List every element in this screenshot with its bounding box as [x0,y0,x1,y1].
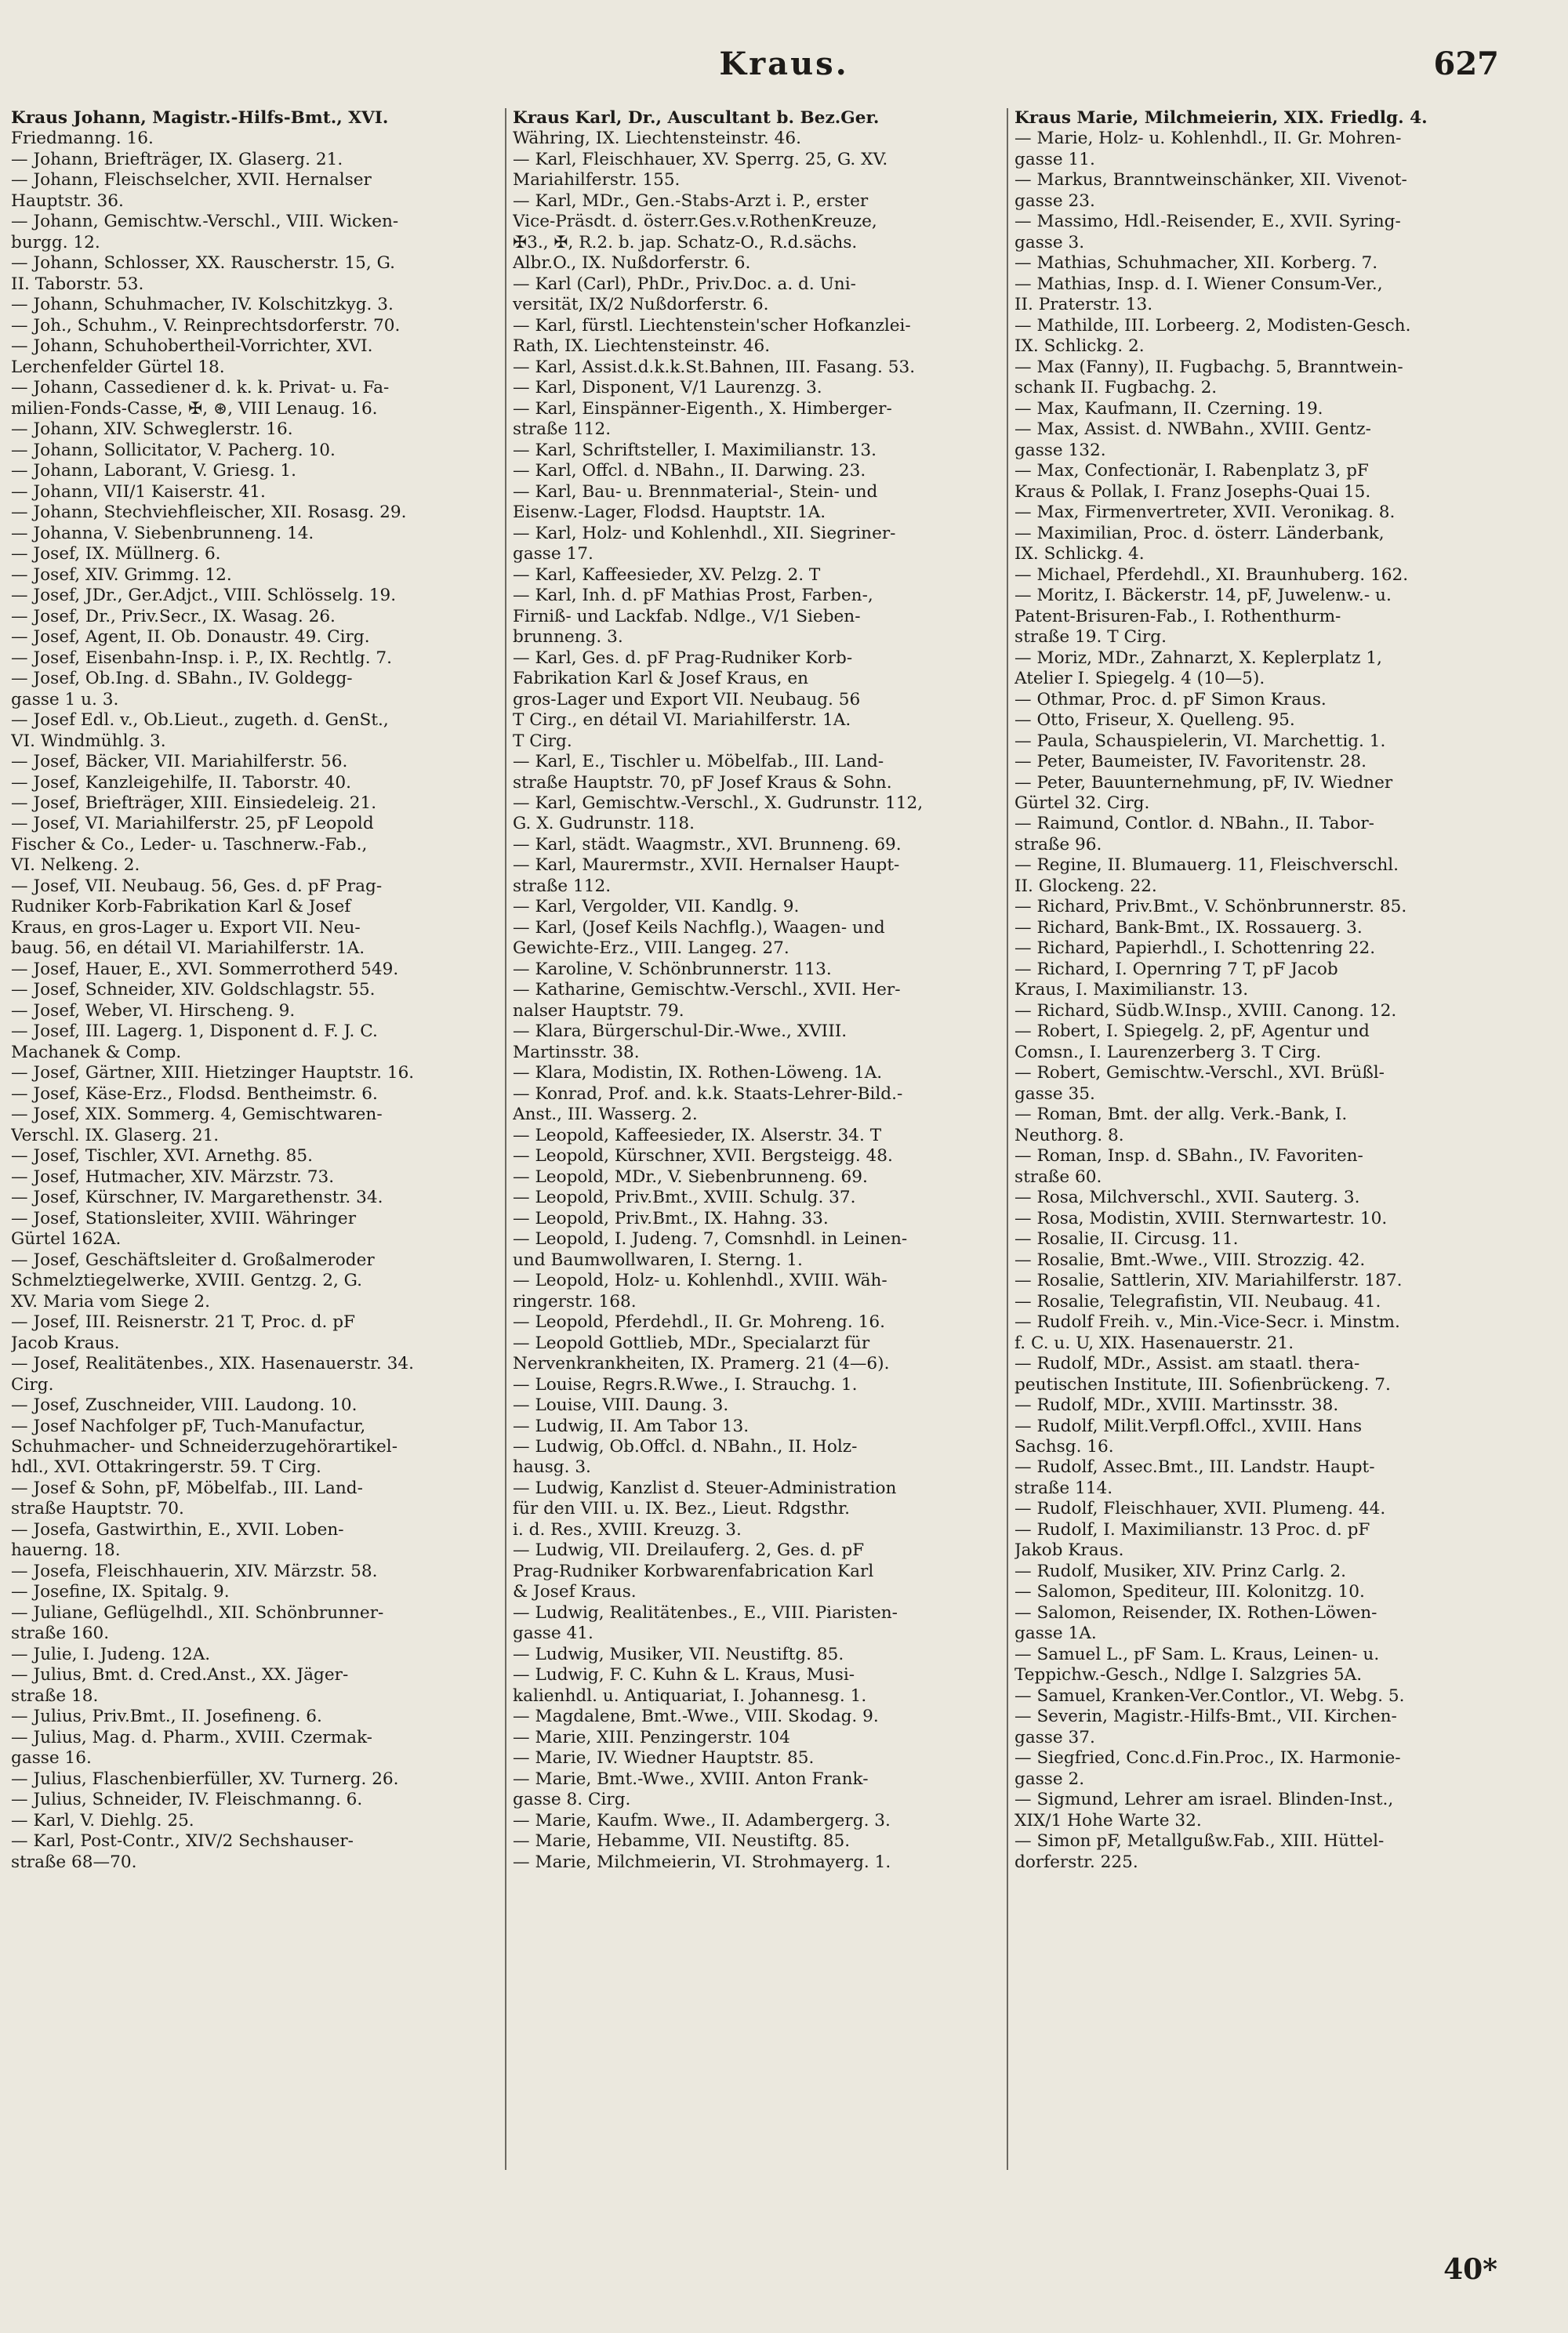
directory-entry-line: — Marie, Milchmeierin, VI. Strohmayerg. 1. [513,1852,891,1872]
column-middle [513,108,1007,2225]
directory-entry-line: — Johann, Schuhobertheil-Vorrichter, XVI. [11,336,373,357]
directory-entry-line: dorferstr. 225. [1014,1852,1138,1872]
directory-entry-line: — Richard, Bank-Bmt., IX. Rossauerg. 3. [1014,917,1363,938]
directory-entry-line: — Johanna, V. Siebenbrunneng. 14. [11,523,314,543]
directory-entry-line: — Karl, E., Tischler u. Möbelfab., III. Land- [513,752,884,772]
directory-entry-line: Eisenw.-Lager, Flodsd. Hauptstr. 1A. [513,503,826,523]
directory-entry-line: — Magdalene, Bmt.-Wwe., VIII. Skodag. 9. [513,1707,879,1727]
directory-entry-line: Schuhmacher- und Schneiderzugehörartikel- [11,1437,397,1457]
directory-entry-line: Albr.O., IX. Nußdorferstr. 6. [513,253,751,274]
directory-entry-line: — Josef & Sohn, pF, Möbelfab., III. Land- [11,1478,363,1498]
directory-entry-line: — Karl (Carl), PhDr., Priv.Doc. a. d. Uni- [513,274,856,294]
directory-entry-line: — Richard, Südb.W.Insp., XVIII. Canong. 12. [1014,1000,1397,1021]
directory-entry-line: — Josef, VII. Neubaug. 56, Ges. d. pF Prag- [11,876,383,896]
directory-entry-line: Machanek & Comp. [11,1042,182,1062]
directory-entry-line: II. Praterstr. 13. [1014,295,1153,315]
directory-entry-line: — Johann, Briefträger, IX. Glaserg. 21. [11,149,343,169]
directory-entry-line: Vice-Präsdt. d. österr.Ges.v.RothenKreuze, [513,212,877,232]
directory-entry-line: hdl., XVI. Ottakringerstr. 59. T Cirg. [11,1457,321,1478]
directory-entry-line: XIX/1 Hohe Warte 32. [1014,1810,1202,1830]
directory-entry-line: — Josef, III. Reisnerstr. 21 T, Proc. d. pF [11,1312,356,1333]
directory-entry-line: — Karl, Kaffeesieder, XV. Pelzg. 2. T [513,564,821,585]
directory-entry-line: — Julius, Priv.Bmt., II. Josefineng. 6. [11,1707,322,1727]
directory-entry-line: gros-Lager und Export VII. Neubaug. 56 [513,689,861,709]
directory-entry-line: — Siegfried, Conc.d.Fin.Proc., IX. Harmonie- [1014,1748,1401,1769]
directory-entry-line: — Michael, Pferdehdl., XI. Braunhuberg. 162. [1014,564,1409,585]
directory-entry-line: & Josef Kraus. [513,1582,637,1602]
directory-entry-line: — Rudolf, Fleischhauer, XVII. Plumeng. 44. [1014,1499,1386,1519]
directory-entry-line: gasse 2. [1014,1769,1085,1789]
directory-entry-line: — Leopold, Pferdehdl., II. Gr. Mohreng. 16. [513,1312,885,1333]
directory-entry-line: gasse 37. [1014,1727,1095,1747]
directory-entry-line: — Peter, Bauunternehmung, pF, IV. Wiedner [1014,772,1393,793]
directory-entry-line: — Katharine, Gemischtw.-Verschl., XVII. Her- [513,980,901,1000]
directory-entry-line: — Johann, Fleischselcher, XVII. Hernalser [11,170,372,190]
directory-entry-line: — Johann, Laborant, V. Griesg. 1. [11,461,297,481]
directory-entry-line: — Josef Edl. v., Ob.Lieut., zugeth. d. GenSt., [11,710,389,731]
directory-entry-line: — Josef, Weber, VI. Hirscheng. 9. [11,1000,296,1021]
directory-entry-line: ✠3., ✠, R.2. b. jap. Schatz-O., R.d.sächs. [513,232,858,252]
directory-entry-line: f. C. u. U, XIX. Hasenauerstr. 21. [1014,1333,1294,1353]
directory-entry-line: — Massimo, Hdl.-Reisender, E., XVII. Syring- [1014,212,1401,232]
directory-entry-line: hausg. 3. [513,1457,591,1478]
directory-entry-line: Atelier I. Spiegelg. 4 (10—5). [1014,669,1265,689]
directory-entry-line: kalienhdl. u. Antiquariat, I. Johannesg. 1. [513,1685,867,1706]
directory-entry-line: T Cirg., en détail VI. Mariahilferstr. 1A. [513,710,851,731]
directory-entry-line: — Richard, I. Opernring 7 T, pF Jacob [1014,959,1338,979]
directory-entry-line: Kraus & Pollak, I. Franz Josephs-Quai 15. [1014,481,1371,502]
directory-entry-line: Nervenkrankheiten, IX. Pramerg. 21 (4—6). [513,1354,890,1374]
directory-entry-line: Jacob Kraus. [11,1333,120,1353]
directory-entry-line: — Johann, VII/1 Kaiserstr. 41. [11,481,266,502]
directory-entry-line: — Severin, Magistr.-Hilfs-Bmt., VII. Kirchen- [1014,1707,1397,1727]
directory-entry-line: — Karl, Ges. d. pF Prag-Rudniker Korb- [513,648,853,668]
directory-entry-line: — Salomon, Reisender, IX. Rothen-Löwen- [1014,1602,1377,1623]
directory-entry-line: straße 19. T Cirg. [1014,627,1167,648]
directory-entry-line: straße Hauptstr. 70, pF Josef Kraus & Sohn. [513,772,892,793]
directory-entry-line: — Leopold Gottlieb, MDr., Specialarzt für [513,1333,870,1353]
directory-entry-line: — Max (Fanny), II. Fugbachg. 5, Branntwein- [1014,357,1403,377]
directory-entry-line: — Josef, Zuschneider, VIII. Laudong. 10. [11,1395,358,1416]
column-left [11,108,505,2225]
directory-entry-line: gasse 3. [1014,232,1085,252]
directory-entry-line: — Marie, Bmt.-Wwe., XVIII. Anton Frank- [513,1769,869,1789]
directory-entry-line: burgg. 12. [11,232,100,252]
signature-mark: 40* [1443,2253,1497,2286]
directory-entry-line: VI. Nelkeng. 2. [11,855,140,876]
directory-entry-line: — Rudolf, Milit.Verpfl.Offcl., XVIII. Hans [1014,1416,1363,1436]
directory-entry-line: — Marie, XIII. Penzingerstr. 104 [513,1727,790,1747]
directory-entry-line: — Samuel, Kranken-Ver.Contlor., VI. Webg. 5. [1014,1685,1405,1706]
directory-entry-line: straße 18. [11,1685,99,1706]
directory-entry-line: Jakob Kraus. [1014,1540,1124,1561]
directory-entry-line: gasse 1A. [1014,1624,1097,1644]
directory-entry-line: — Max, Assist. d. NWBahn., XVIII. Gentz- [1014,419,1371,440]
directory-entry-line: — Karl, Gemischtw.-Verschl., X. Gudrunstr. 112, [513,793,924,813]
directory-entry-line: — Rudolf, Musiker, XIV. Prinz Carlg. 2. [1014,1561,1346,1581]
directory-entry-line: — Moritz, I. Bäckerstr. 14, pF, Juwelenw.- u. [1014,586,1392,606]
directory-entry-line: — Rudolf Freih. v., Min.-Vice-Secr. i. Minstm. [1014,1312,1400,1333]
directory-entry-line: XV. Maria vom Siege 2. [11,1291,210,1312]
directory-entry-line: peutischen Institute, III. Sofienbrückeng. 7. [1014,1374,1391,1395]
directory-entry-line: für den VIII. u. IX. Bez., Lieut. Rdgsthr. [513,1499,850,1519]
directory-entry-line: — Richard, Papierhdl., I. Schottenring 22. [1014,938,1376,959]
directory-entry-line: — Johann, XIV. Schweglerstr. 16. [11,419,293,440]
directory-entry-line: — Ludwig, Kanzlist d. Steuer-Administration [513,1478,897,1498]
directory-entry-line: gasse 35. [1014,1083,1095,1104]
directory-entry-line: — Rudolf, Assec.Bmt., III. Landstr. Haupt- [1014,1457,1375,1478]
directory-entry-line: Kraus Karl, Dr., Auscultant b. Bez.Ger. [513,108,880,128]
directory-entry-line: gasse 17. [513,544,593,564]
directory-entry-line: Verschl. IX. Glaserg. 21. [11,1125,220,1145]
directory-entry-line: — Leopold, I. Judeng. 7, Comsnhdl. in Leinen- [513,1229,908,1250]
directory-entry-line: — Leopold, Kürschner, XVII. Bergsteigg. 48. [513,1146,893,1166]
directory-entry-line: — Juliane, Geflügelhdl., XII. Schönbrunner- [11,1602,384,1623]
directory-entry-line: Rudniker Korb-Fabrikation Karl & Josef [11,897,351,917]
directory-entry-line: — Raimund, Contlor. d. NBahn., II. Tabor- [1014,814,1374,834]
directory-entry-line: — Johann, Schuhmacher, IV. Kolschitzkyg. 3. [11,295,394,315]
directory-entry-line: — Leopold, Kaffeesieder, IX. Alserstr. 34. T [513,1125,882,1145]
directory-entry-line: gasse 132. [1014,440,1106,460]
directory-entry-line: und Baumwollwaren, I. Sterng. 1. [513,1250,803,1270]
directory-entry-line: — Marie, Holz- u. Kohlenhdl., II. Gr. Mohren- [1014,129,1402,149]
directory-entry-line: — Louise, Regrs.R.Wwe., I. Strauchg. 1. [513,1374,858,1395]
directory-entry-line: nalser Hauptstr. 79. [513,1000,684,1021]
directory-entry-line: VI. Windmühlg. 3. [11,731,166,751]
directory-entry-line: Friedmanng. 16. [11,129,154,149]
directory-entry-line: G. X. Gudrunstr. 118. [513,814,695,834]
directory-entry-line: — Klara, Modistin, IX. Rothen-Löweng. 1A. [513,1063,883,1083]
directory-entry-line: — Karoline, V. Schönbrunnerstr. 113. [513,959,832,979]
directory-entry-line: — Karl, Bau- u. Brennmaterial-, Stein- und [513,481,878,502]
directory-entry-line: — Maximilian, Proc. d. österr. Länderbank, [1014,523,1385,543]
directory-entry-line: Fabrikation Karl & Josef Kraus, en [513,669,809,689]
directory-entry-line: — Ludwig, II. Am Tabor 13. [513,1416,750,1436]
directory-entry-line: — Richard, Priv.Bmt., V. Schönbrunnerstr. 85. [1014,897,1407,917]
directory-entry-line: — Konrad, Prof. and. k.k. Staats-Lehrer-Bild.- [513,1083,903,1104]
directory-entry-line: brunneng. 3. [513,627,623,648]
directory-entry-line: — Josef, Hutmacher, XIV. Märzstr. 73. [11,1166,335,1187]
directory-entry-line: — Karl, Schriftsteller, I. Maximilianstr. 13. [513,440,877,460]
directory-entry-line: baug. 56, en détail VI. Mariahilferstr. 1A. [11,938,365,959]
directory-entry-line: — Karl, Assist.d.k.k.St.Bahnen, III. Fasang. 53. [513,357,916,377]
directory-entry-line: — Klara, Bürgerschul-Dir.-Wwe., XVIII. [513,1021,848,1042]
directory-entry-line: Sachsg. 16. [1014,1437,1114,1457]
directory-entry-line: — Rosalie, II. Circusg. 11. [1014,1229,1239,1250]
directory-entry-line: Comsn., I. Laurenzerberg 3. T Cirg. [1014,1042,1322,1062]
page-header [0,45,1568,93]
directory-entry-line: — Markus, Branntweinschänker, XII. Vivenot- [1014,170,1407,190]
directory-entry-line: — Josef, Käse-Erz., Flodsd. Bentheimstr. 6. [11,1083,378,1104]
directory-entry-line: — Salomon, Spediteur, III. Kolonitzg. 10. [1014,1582,1365,1602]
directory-entry-line: Patent-Brisuren-Fab., I. Rothenthurm- [1014,606,1341,626]
directory-entry-line: straße 112. [513,876,612,896]
column-divider [505,108,506,2170]
directory-entry-line: — Josef, Agent, II. Ob. Donaustr. 49. Cirg. [11,627,370,648]
directory-entry-line: — Rosalie, Bmt.-Wwe., VIII. Strozzig. 42. [1014,1250,1366,1270]
directory-entry-line: — Karl, Holz- und Kohlenhdl., XII. Siegriner- [513,523,896,543]
directory-entry-line: gasse 16. [11,1748,92,1769]
directory-entry-line: Martinsstr. 38. [513,1042,640,1062]
directory-entry-line: — Johann, Gemischtw.-Verschl., VIII. Wicken- [11,212,399,232]
directory-entry-line: — Josefine, IX. Spitalg. 9. [11,1582,230,1602]
directory-entry-line: — Josef, Bäcker, VII. Mariahilferstr. 56. [11,752,348,772]
directory-entry-line: — Karl, fürstl. Liechtenstein'scher Hofkanzlei- [513,315,911,336]
directory-entry-line: Hauptstr. 36. [11,190,124,211]
directory-entry-line: schank II. Fugbachg. 2. [1014,378,1218,398]
directory-entry-line: — Sigmund, Lehrer am israel. Blinden-Inst., [1014,1790,1394,1810]
directory-entry-line: — Josef, III. Lagerg. 1, Disponent d. F. J. C. [11,1021,378,1042]
directory-entry-line: IX. Schlickg. 4. [1014,544,1145,564]
directory-entry-line: — Josef, Schneider, XIV. Goldschlagstr. 55. [11,980,376,1000]
directory-entry-line: — Karl, Fleischhauer, XV. Sperrg. 25, G. XV. [513,149,888,169]
directory-entry-line: — Mathias, Schuhmacher, XII. Korberg. 7. [1014,253,1378,274]
directory-entry-line: — Ludwig, Musiker, VII. Neustiftg. 85. [513,1644,844,1664]
directory-entry-line: — Louise, VIII. Daung. 3. [513,1395,729,1416]
directory-entry-line: — Rudolf, MDr., XVIII. Martinsstr. 38. [1014,1395,1339,1416]
directory-entry-line: straße 60. [1014,1166,1102,1187]
directory-entry-line: — Robert, Gemischtw.-Verschl., XVI. Brüßl- [1014,1063,1385,1083]
directory-entry-line: Gürtel 32. Cirg. [1014,793,1150,813]
directory-entry-line: gasse 11. [1014,149,1095,169]
directory-entry-line: milien-Fonds-Casse, ✠, ⊛, VIII Lenaug. 16. [11,398,378,419]
column-divider [1007,108,1008,2170]
directory-entry-line: — Josef, Realitätenbes., XIX. Hasenauerstr. 34. [11,1354,414,1374]
directory-entry-line: Gürtel 162A. [11,1229,122,1250]
directory-entry-line: — Josef, Geschäftsleiter d. Großalmeroder [11,1250,375,1270]
directory-entry-line: straße 160. [11,1624,110,1644]
directory-entry-line: — Rudolf, MDr., Assist. am staatl. thera- [1014,1354,1360,1374]
directory-entry-line: — Karl, Maurermstr., XVII. Hernalser Haupt- [513,855,900,876]
directory-entry-line: — Rosalie, Sattlerin, XIV. Mariahilferstr. 187. [1014,1271,1403,1291]
directory-entry-line: Firniß- und Lackfab. Ndlge., V/1 Sieben- [513,606,861,626]
directory-entry-line: Cirg. [11,1374,54,1395]
directory-entry-line: — Marie, IV. Wiedner Hauptstr. 85. [513,1748,815,1769]
directory-entry-line: — Rosalie, Telegrafistin, VII. Neubaug. 41. [1014,1291,1381,1312]
directory-entry-line: — Peter, Baumeister, IV. Favoritenstr. 28. [1014,752,1367,772]
directory-entry-line: straße 68—70. [11,1852,137,1872]
directory-entry-line: — Regine, II. Blumauerg. 11, Fleischverschl. [1014,855,1399,876]
directory-entry-line: versität, IX/2 Nußdorferstr. 6. [513,295,769,315]
directory-entry-line: — Leopold, MDr., V. Siebenbrunneng. 69. [513,1166,868,1187]
directory-entry-line: Rath, IX. Liechtensteinstr. 46. [513,336,771,357]
directory-entry-line: — Karl, Disponent, V/1 Laurenzg. 3. [513,378,822,398]
directory-entry-line: Kraus, I. Maximilianstr. 13. [1014,980,1249,1000]
directory-entry-line: — Josef, Gärtner, XIII. Hietzinger Hauptstr. 16. [11,1063,415,1083]
directory-entry-line: — Josef, IX. Müllnerg. 6. [11,544,221,564]
directory-entry-line: — Leopold, Holz- u. Kohlenhdl., XVIII. Wäh- [513,1271,887,1291]
directory-entry-line: — Max, Confectionär, I. Rabenplatz 3, pF [1014,461,1369,481]
directory-entry-line: straße Hauptstr. 70. [11,1499,184,1519]
directory-entry-line: Kraus Johann, Magistr.-Hilfs-Bmt., XVI. [11,108,389,128]
directory-entry-line: II. Taborstr. 53. [11,274,144,294]
directory-entry-line: — Josef, Kürschner, IV. Margarethenstr. 34. [11,1188,383,1208]
directory-entry-line: — Josef, Tischler, XVI. Arnethg. 85. [11,1146,313,1166]
directory-entry-line: — Julius, Bmt. d. Cred.Anst., XX. Jäger- [11,1665,349,1685]
directory-entry-line: — Marie, Kaufm. Wwe., II. Adambergerg. 3. [513,1810,891,1830]
directory-entry-line: — Johann, Schlosser, XX. Rauscherstr. 15, G. [11,253,395,274]
directory-entry-line: — Otto, Friseur, X. Quelleng. 95. [1014,710,1295,731]
directory-entry-line: — Rosa, Modistin, XVIII. Sternwartestr. 10. [1014,1208,1388,1228]
directory-entry-line: — Josef, JDr., Ger.Adjct., VIII. Schlösselg. 19. [11,586,397,606]
directory-entry-line: gasse 23. [1014,190,1095,211]
column-right [1014,108,1502,2225]
directory-entry-line: — Josef, XIX. Sommerg. 4, Gemischtwaren- [11,1105,383,1125]
directory-entry-line: — Julius, Flaschenbierfüller, XV. Turnerg. 26. [11,1769,399,1789]
directory-entry-line: Gewichte-Erz., VIII. Langeg. 27. [513,938,789,959]
directory-entry-line: Kraus, en gros-Lager u. Export VII. Neu- [11,917,361,938]
directory-entry-line: — Roman, Bmt. der allg. Verk.-Bank, I. [1014,1105,1348,1125]
directory-entry-line: Prag-Rudniker Korbwarenfabrication Karl [513,1561,874,1581]
directory-entry-line: — Robert, I. Spiegelg. 2, pF, Agentur und [1014,1021,1370,1042]
directory-entry-line: — Simon pF, Metallgußw.Fab., XIII. Hüttel- [1014,1831,1385,1852]
directory-entry-line: ringerstr. 168. [513,1291,637,1312]
directory-entry-line: — Karl, Einspänner-Eigenth., X. Himberger- [513,398,892,419]
directory-entry-line: — Rudolf, I. Maximilianstr. 13 Proc. d. pF [1014,1519,1370,1540]
directory-entry-line: T Cirg. [513,731,572,751]
directory-entry-line: — Karl, Offcl. d. NBahn., II. Darwing. 23. [513,461,866,481]
directory-entry-line: — Karl, Inh. d. pF Mathias Prost, Farben-, [513,586,873,606]
directory-entry-line: — Julius, Schneider, IV. Fleischmanng. 6. [11,1790,363,1810]
directory-entry-line: — Ludwig, F. C. Kuhn & L. Kraus, Musi- [513,1665,855,1685]
directory-entry-line: — Rosa, Milchverschl., XVII. Sauterg. 3. [1014,1188,1360,1208]
directory-entry-line: — Leopold, Priv.Bmt., IX. Hahng. 33. [513,1208,829,1228]
directory-entry-line: — Julius, Mag. d. Pharm., XVIII. Czermak- [11,1727,372,1747]
directory-entry-line: Neuthorg. 8. [1014,1125,1124,1145]
directory-entry-line: — Josef, XIV. Grimmg. 12. [11,564,232,585]
directory-entry-line: Währing, IX. Liechtensteinstr. 46. [513,129,801,149]
directory-entry-line: straße 114. [1014,1478,1113,1498]
directory-entry-line: — Marie, Hebamme, VII. Neustiftg. 85. [513,1831,851,1852]
directory-entry-line: — Moriz, MDr., Zahnarzt, X. Keplerplatz 1, [1014,648,1382,668]
directory-entry-line: — Karl, Post-Contr., XIV/2 Sechshauser- [11,1831,354,1852]
page-number: 627 [1433,45,1499,82]
directory-entry-line: — Josef, Ob.Ing. d. SBahn., IV. Goldegg- [11,669,353,689]
directory-entry-line: Kraus Marie, Milchmeierin, XIX. Friedlg. 4. [1014,108,1428,128]
directory-entry-line: — Johann, Sollicitator, V. Pacherg. 10. [11,440,336,460]
directory-entry-line: Fischer & Co., Leder- u. Taschnerw.-Fab., [11,834,368,854]
directory-entry-line: Anst., III. Wasserg. 2. [513,1105,698,1125]
directory-entry-line: — Josefa, Fleischhauerin, XIV. Märzstr. 58. [11,1561,378,1581]
directory-entry-line: — Josef, VI. Mariahilferstr. 25, pF Leopold [11,814,374,834]
directory-entry-line: i. d. Res., XVIII. Kreuzg. 3. [513,1519,742,1540]
directory-entry-line: IX. Schlickg. 2. [1014,336,1145,357]
directory-entry-line: — Karl, Vergolder, VII. Kandlg. 9. [513,897,800,917]
directory-entry-line: — Othmar, Proc. d. pF Simon Kraus. [1014,689,1327,709]
directory-entry-line: — Max, Kaufmann, II. Czerning. 19. [1014,398,1323,419]
directory-entry-line: — Josef Nachfolger pF, Tuch-Manufactur, [11,1416,366,1436]
directory-entry-line: — Josef, Eisenbahn-Insp. i. P., IX. Rechtlg. 7. [11,648,393,668]
directory-entry-line: — Mathias, Insp. d. I. Wiener Consum-Ver., [1014,274,1383,294]
directory-entry-line: — Mathilde, III. Lorbeerg. 2, Modisten-Gesch. [1014,315,1411,336]
directory-entry-line: Mariahilferstr. 155. [513,170,681,190]
directory-entry-line: — Julie, I. Judeng. 12A. [11,1644,211,1664]
directory-entry-line: — Paula, Schauspielerin, VI. Marchettig. 1. [1014,731,1386,751]
directory-entry-line: gasse 1 u. 3. [11,689,119,709]
directory-entry-line: — Johann, Stechviehfleischer, XII. Rosasg. 29. [11,503,407,523]
directory-entry-line: Teppichw.-Gesch., Ndlge I. Salzgries 5A. [1014,1665,1363,1685]
directory-entry-line: — Josef, Briefträger, XIII. Einsiedeleig. 21. [11,793,377,813]
directory-entry-line: gasse 41. [513,1624,593,1644]
directory-entry-line: II. Glockeng. 22. [1014,876,1157,896]
directory-entry-line: — Josef, Stationsleiter, XVIII. Währinger [11,1208,357,1228]
directory-entry-line: hauerng. 18. [11,1540,121,1561]
directory-entry-line: — Leopold, Priv.Bmt., XVIII. Schulg. 37. [513,1188,856,1208]
directory-entry-line: — Josefa, Gastwirthin, E., XVII. Loben- [11,1519,344,1540]
directory-entry-line: — Karl, MDr., Gen.-Stabs-Arzt i. P., erster [513,190,869,211]
directory-entry-line: — Roman, Insp. d. SBahn., IV. Favoriten- [1014,1146,1363,1166]
directory-entry-line: — Ludwig, Ob.Offcl. d. NBahn., II. Holz- [513,1437,858,1457]
directory-entry-line: — Josef, Hauer, E., XVI. Sommerrotherd 549. [11,959,399,979]
directory-entry-line: Lerchenfelder Gürtel 18. [11,357,225,377]
directory-entry-line: — Ludwig, Realitätenbes., E., VIII. Piaristen- [513,1602,898,1623]
directory-entry-line: — Karl, (Josef Keils Nachflg.), Waagen- und [513,917,885,938]
directory-entry-line: — Max, Firmenvertreter, XVII. Veronikag. 8. [1014,503,1396,523]
directory-entry-line: — Josef, Dr., Priv.Secr., IX. Wasag. 26. [11,606,336,626]
directory-entry-line: — Karl, V. Diehlg. 25. [11,1810,194,1830]
directory-entry-line: straße 112. [513,419,612,440]
directory-entry-line: gasse 8. Cirg. [513,1790,631,1810]
directory-entry-line: straße 96. [1014,834,1102,854]
directory-entry-line: — Karl, städt. Waagmstr., XVI. Brunneng. 69. [513,834,902,854]
directory-entry-line: — Samuel L., pF Sam. L. Kraus, Leinen- u. [1014,1644,1380,1664]
page-title: Kraus. [719,45,849,82]
directory-entry-line: Schmelztiegelwerke, XVIII. Gentzg. 2, G. [11,1271,363,1291]
directory-entry-line: — Joh., Schuhm., V. Reinprechtsdorferstr. 70. [11,315,401,336]
directory-entry-line: — Josef, Kanzleigehilfe, II. Taborstr. 40. [11,772,351,793]
directory-entry-line: — Johann, Cassediener d. k. k. Privat- u. Fa- [11,378,390,398]
directory-entry-line: — Ludwig, VII. Dreilauferg. 2, Ges. d. pF [513,1540,865,1561]
